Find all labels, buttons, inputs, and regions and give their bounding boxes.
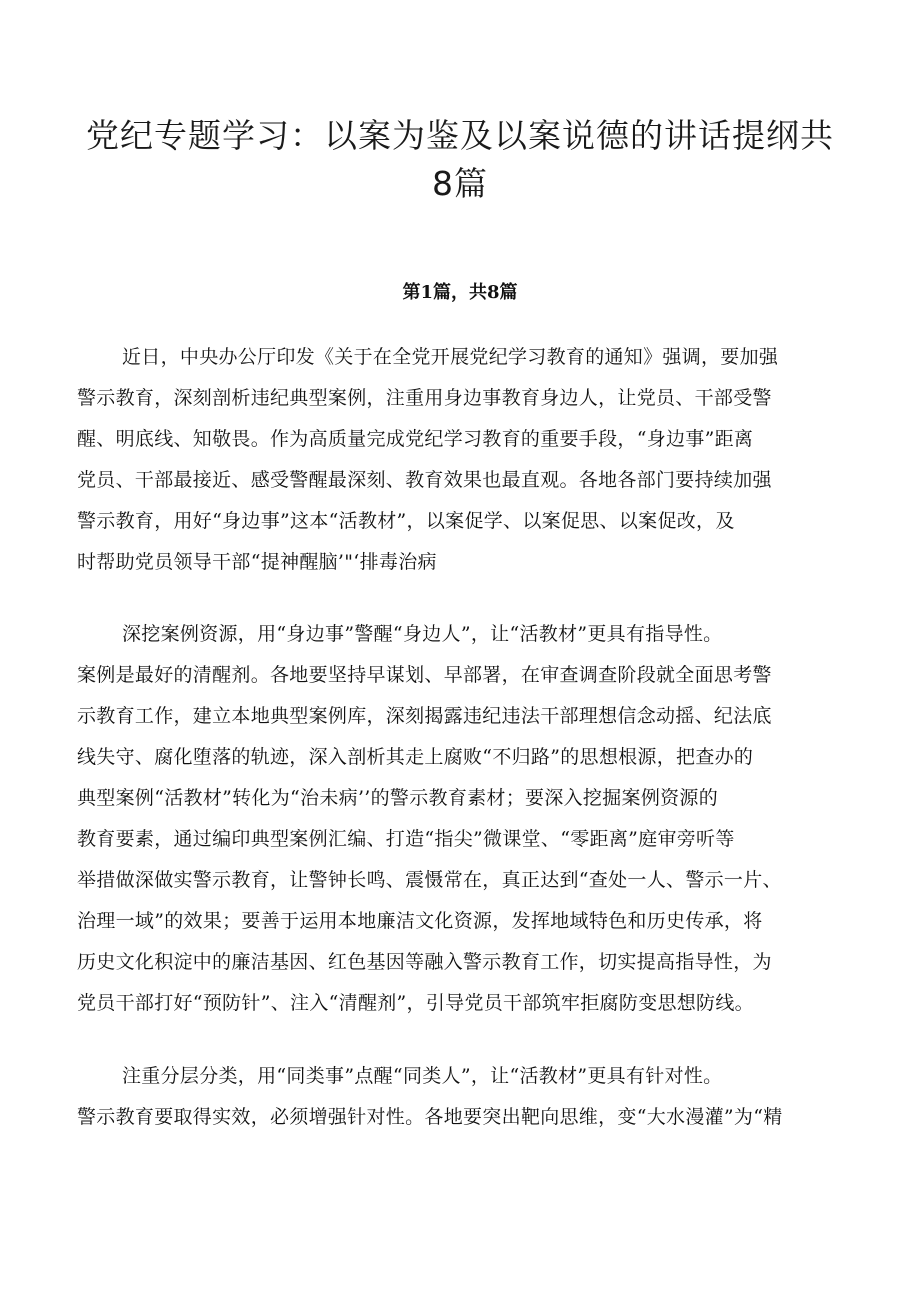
text-line: 警示教育要取得实效，必须增强针对性。各地要突出靶向思维，变“大水漫灌”为“精 (77, 1106, 783, 1128)
text-line: 案例是最好的清醒剂。各地要坚持早谋划、早部署，在审查调查阶段就全面思考警 (77, 664, 772, 686)
document-title (60, 112, 860, 208)
text-line: 深挖案例资源，用“身边事”警醒“身边人”，让“活教材”更具有指导性。 (122, 623, 723, 645)
text-line: 党员、干部最接近、感受警醒最深刻、教育效果也最直观。各地各部门要持续加强 (77, 469, 772, 491)
section-subtitle: 第1篇，共8篇 (402, 282, 518, 303)
text-line: 历史文化积淀中的廉洁基因、红色基因等融入警示教育工作，切实提高指导性，为 (77, 951, 772, 973)
text-line: 示教育工作，建立本地典型案例库，深刻揭露违纪违法干部理想信念动摇、纪法底 (77, 705, 772, 727)
title-line: 党纪专题学习：以案为鉴及以案说德的讲话提纲共 (86, 116, 834, 155)
text-line: 时帮助党员领导干部“提神醒脑’"‘排毒治病 (77, 551, 437, 573)
title-line: 8篇 (432, 164, 488, 203)
text-line: 近日，中央办公厅印发《关于在全党开展党纪学习教育的通知》强调，要加强 (122, 346, 779, 368)
paragraph (77, 614, 867, 1024)
text-line: 举措做深做实警示教育，让警钟长鸣、震慑常在，真正达到“查处一人、警示一片、 (77, 869, 782, 891)
text-line: 治理一域”的效果；要善于运用本地廉洁文化资源，发挥地域特色和历史传承，将 (77, 910, 763, 932)
text-line: 警示教育，深刻剖析违纪典型案例，注重用身边事教育身边人，让党员、干部受警 (77, 387, 772, 409)
text-line: 醒、明底线、知敬畏。作为高质量完成党纪学习教育的重要手段，“身边事”距离 (77, 428, 754, 450)
text-line: 典型案例“活教材”转化为“治未病’’的警示教育素材；要深入挖掘案例资源的 (77, 787, 719, 809)
text-line: 教育要素，通过编印典型案例汇编、打造“指尖”微课堂、“零距离”庭审旁听等 (77, 828, 735, 850)
text-line: 警示教育，用好“身边事”这本“活教材”，以案促学、以案促思、以案促改，及 (77, 510, 735, 532)
paragraph (77, 337, 867, 583)
text-line: 注重分层分类，用“同类事”点醒“同类人”，让“活教材”更具有针对性。 (122, 1065, 723, 1087)
text-line: 线失守、腐化堕落的轨迹，深入剖析其走上腐败“不归路”的思想根源，把查办的 (77, 746, 754, 768)
text-line: 党员干部打好“预防针”、注入“清醒剂”，引导党员干部筑牢拒腐防变思想防线。 (77, 992, 754, 1014)
paragraph (77, 1056, 867, 1138)
